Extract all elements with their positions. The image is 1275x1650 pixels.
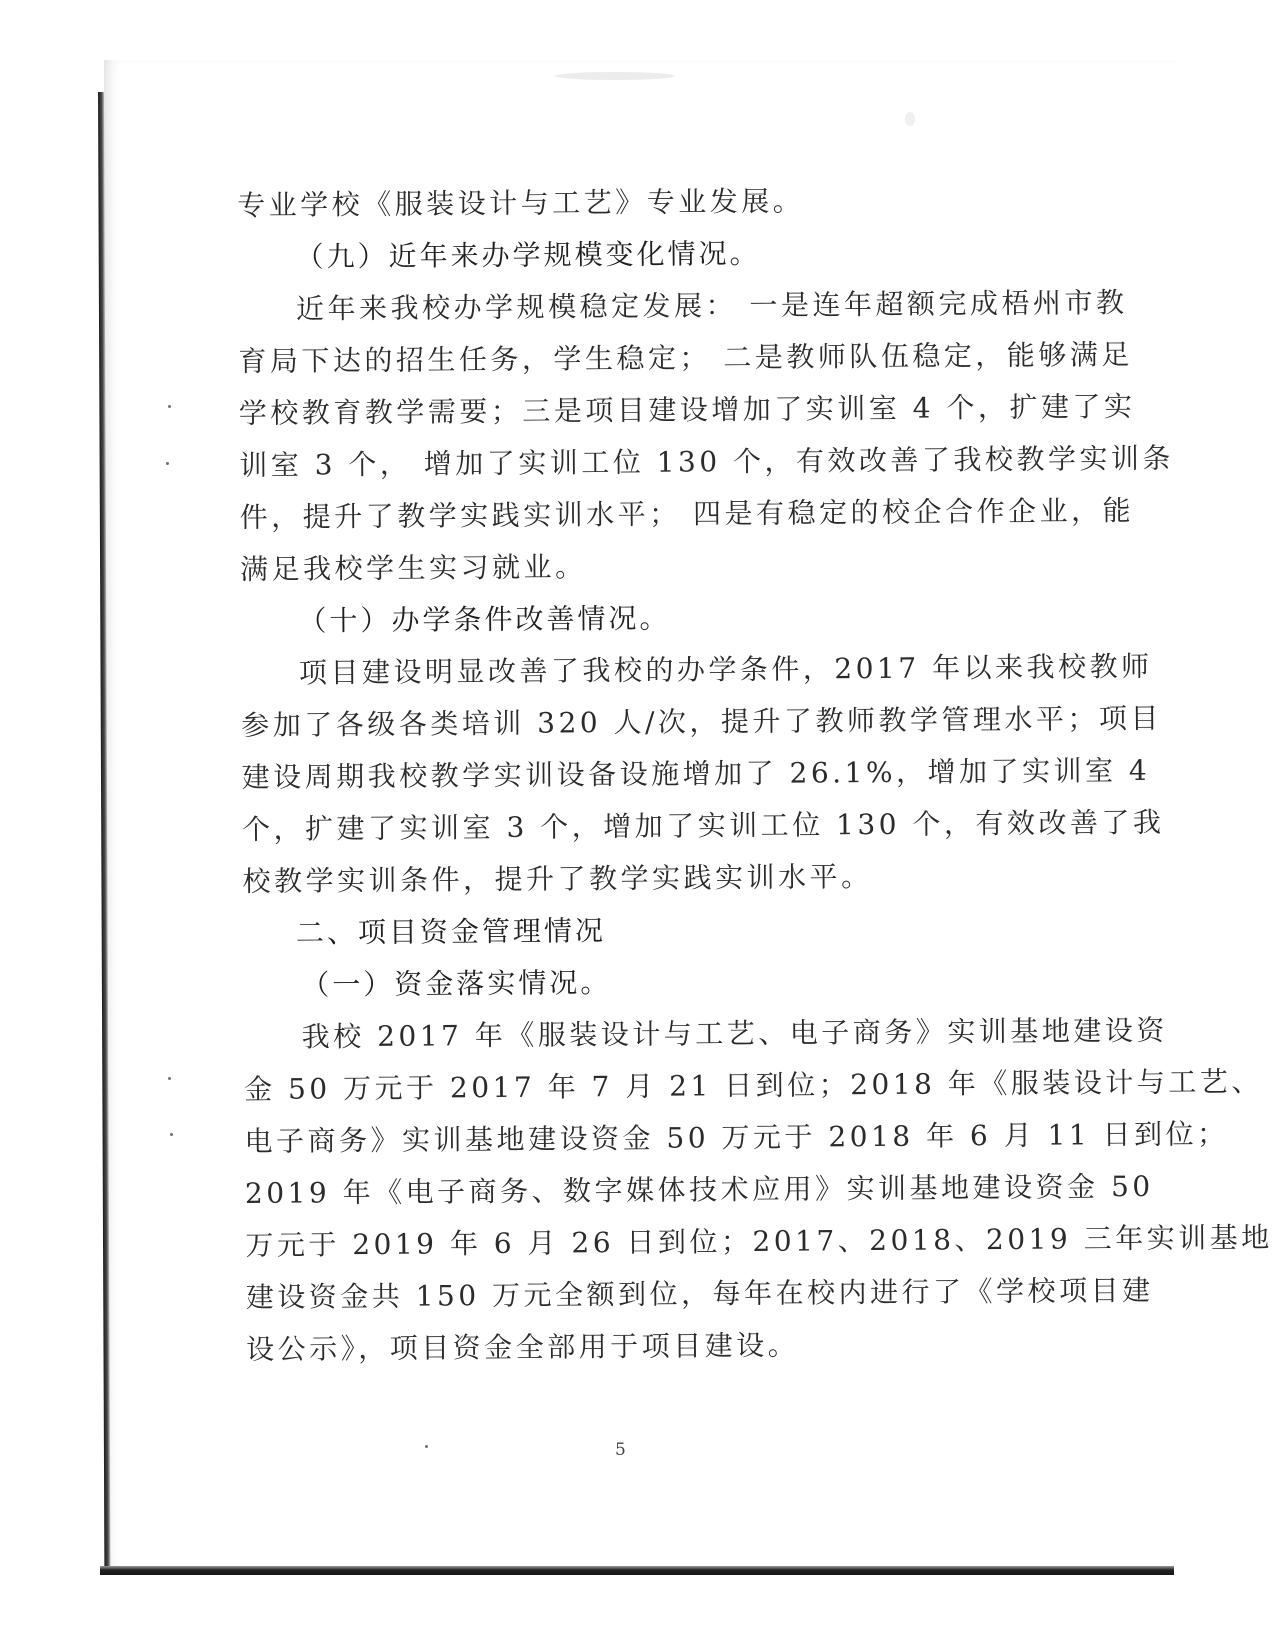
scan-speck: [166, 462, 169, 465]
paragraph-line: 专业学校《服装设计与工艺》专业发展。: [237, 184, 805, 222]
scan-smudge: [555, 72, 675, 80]
paragraph-line: 我校 2017 年《服装设计与工艺、电子商务》实训基地建设资: [301, 1013, 1168, 1054]
paragraph-line: 训室 3 个， 增加了实训工位 130 个，有效改善了我校教学实训条: [239, 441, 1175, 482]
paragraph-line: 育局下达的招生任务，学生稳定； 二是教师队伍稳定，能够满足: [238, 337, 1133, 378]
scan-border-bottom: [100, 1566, 1174, 1575]
section-heading: （一）资金落实情况。: [301, 966, 612, 1002]
paragraph-line: 设公示》，项目资金全部用于项目建设。: [246, 1328, 800, 1366]
paragraph-line: 个，扩建了实训室 3 个，增加了实训工位 130 个，有效改善了我: [241, 805, 1165, 846]
section-heading: （十）办学条件改善情况。: [298, 601, 671, 638]
scan-smudge: [905, 112, 915, 126]
paragraph-line: 参加了各级各类培训 320 人/次，提升了教师教学管理水平；项目: [241, 701, 1163, 742]
paragraph-line: 校教学实训条件，提升了教学实践实训水平。: [242, 860, 873, 898]
paragraph-line: 万元于 2019 年 6 月 26 日到位；2017、2018、2019 三年实训基地: [245, 1220, 1273, 1262]
paragraph-line: 金 50 万元于 2017 年 7 月 21 日到位；2018 年《服装设计与工艺、: [244, 1064, 1263, 1106]
paragraph-line: 项目建设明显改善了我校的办学条件，2017 年以来我校教师: [298, 649, 1153, 690]
scan-speck: [168, 405, 171, 408]
scan-speck: [170, 1133, 173, 1136]
scan-speck: [425, 1445, 428, 1448]
section-heading: （九）近年来办学规模变化情况。: [295, 236, 761, 274]
page-number: 5: [615, 1440, 626, 1460]
paragraph-line: 2019 年《电子商务、数字媒体技术应用》实训基地建设资金 50: [244, 1169, 1154, 1210]
paragraph-line: 建设资金共 150 万元全额到位，每年在校内进行了《学校项目建: [245, 1273, 1154, 1314]
paragraph-line: 近年来我校办学规模稳定发展： 一是连年超额完成梧州市教: [295, 285, 1128, 326]
paragraph-line: 学校教育教学需要；三是项目建设增加了实训室 4 个，扩建了实: [238, 389, 1136, 430]
paragraph-line: 建设周期我校教学实训设备设施增加了 26.1%，增加了实训室 4: [241, 753, 1151, 794]
scan-speck: [168, 1077, 171, 1080]
paragraph-line: 满足我校学生实习就业。: [239, 550, 587, 586]
paragraph-line: 件，提升了教学实践实训水平； 四是有稳定的校企合作企业，能: [239, 493, 1135, 534]
chapter-heading: 二、项目资金管理情况: [295, 914, 607, 950]
paragraph-line: 电子商务》实训基地建设资金 50 万元于 2018 年 6 月 11 日到位；: [244, 1117, 1229, 1158]
